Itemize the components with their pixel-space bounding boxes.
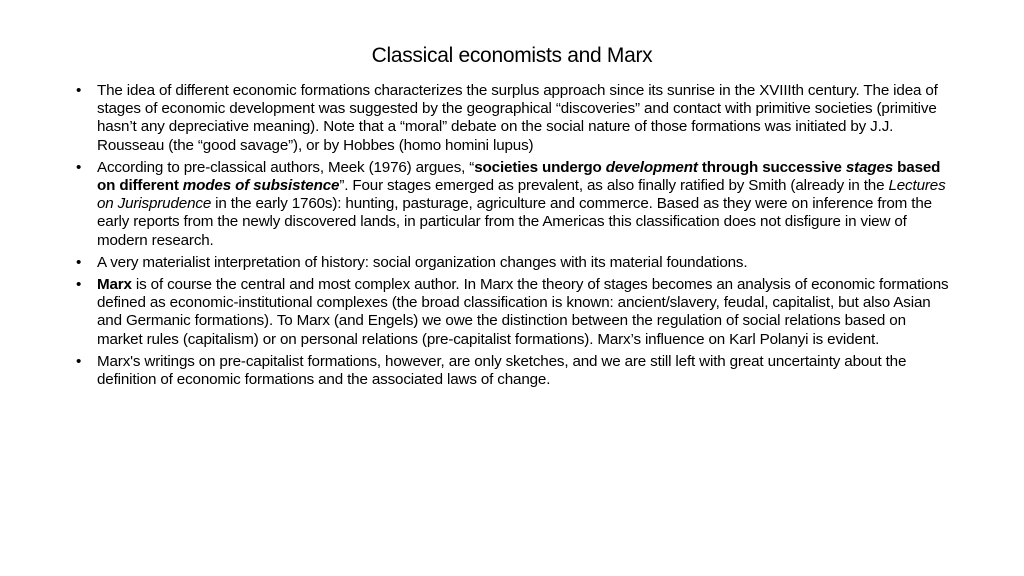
bullet-text: The idea of different economic formations characterizes the surplus approach since its sunrise in the XVIIIth century. The idea of stages of economic development was suggested by the geographical “discoveries” and contact with primitive societies (primitive hasn’t any depreciative meaning). Note that a “moral” debate on the social nature of those formations was initiated by J.J. Rousseau (the “good savage”), or by Hobbes (homo homini lupus) <box>97 82 938 154</box>
slide-title: Classical economists and Marx <box>371 44 653 67</box>
bold-italic-run: stages <box>845 158 894 176</box>
bullet-icon: • <box>76 253 82 271</box>
bold-italic-run: development <box>605 158 698 176</box>
text-run: ”. Four stages emerged as prevalent, as also finally ratified by Smith (already in the <box>339 177 889 195</box>
bold-run: societies undergo <box>474 158 606 176</box>
bold-run: Marx <box>97 276 132 294</box>
bullet-item-2 <box>74 159 954 250</box>
bullet-text: A very materialist interpretation of history: social organization changes with its material foundations. <box>97 253 748 271</box>
bullet-item-3 <box>74 254 954 272</box>
text-run: According to pre-classical authors, Meek (1976) argues, “ <box>97 158 475 176</box>
bullet-list <box>74 82 954 393</box>
bold-run: based on different <box>97 158 941 195</box>
bullet-icon: • <box>76 82 82 99</box>
bullet-text <box>97 276 948 348</box>
bullet-text <box>97 159 946 249</box>
text-run: is of course the central and most complex author. In Marx the theory of stages becomes an analysis of economic formations defined as economic-institutional complexes (the broad classification is known: ancient/slavery, feudal, capitalist, but also Asian and Germanic formations). To Marx (and Engels) we owe the distinction between the regulation of social relations based on market rules (capitalism) or on personal relations (pre-capitalist formations). Marx’s influence on Karl Polanyi is evident. <box>97 276 949 348</box>
italic-run: Lectures on Jurisprudence <box>97 177 946 213</box>
bold-run: through successive <box>697 158 846 176</box>
bullet-item-4 <box>74 276 954 349</box>
bullet-icon: • <box>76 352 82 370</box>
bullet-icon: • <box>76 158 82 176</box>
bullet-item-5 <box>74 353 954 389</box>
text-run: in the early 1760s): hunting, pasturage, agriculture and commerce. Based as they were on inference from the early reports from the newly discovered lands, in particular from the Americas this classification does not disfigure in view of modern research. <box>97 195 932 249</box>
bullet-text: Marx's writings on pre-capitalist formations, however, are only sketches, and we are still left with great uncertainty about the definition of economic formations and the associated laws of change. <box>97 352 907 389</box>
bullet-item-1 <box>74 82 954 155</box>
bold-italic-run: modes of subsistence <box>182 177 340 195</box>
bullet-icon: • <box>76 276 82 294</box>
